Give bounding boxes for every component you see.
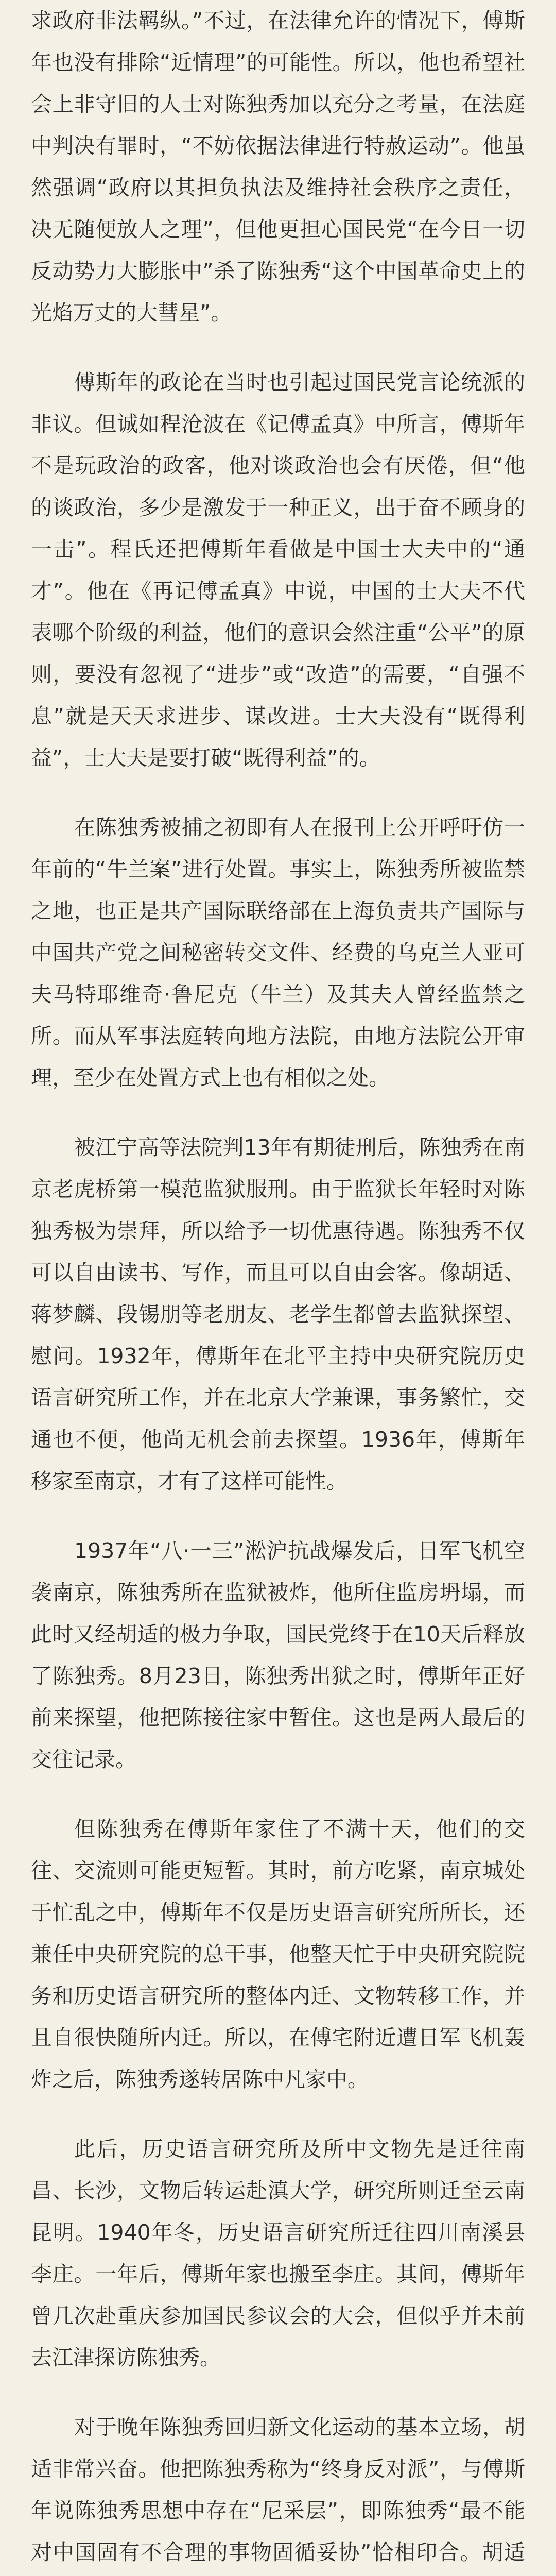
paragraph-6: 但陈独秀在傅斯年家住了不满十天，他们的交往、交流则可能更短暂。其时，前方吃紧，南京城处于忙乱之中，傅斯年不仅是历史语言研究所所长，还兼任中央研究院的总干事，他整天忙于中央研究院院务和历史语言研究所的整体内迁、文物转移工作，并且自很快随所内迁。所以，在傅宅附近遭日军飞机轰炸之后，陈独秀遂转居陈中凡家中。 [31,1817,525,2092]
paragraph-1: 求政府非法羁纵。”不过，在法律允许的情况下，傅斯年也没有排除“近情理”的可能性。所以，他也希望社会上非守旧的人士对陈独秀加以充分之考量，在法庭中判决有罪时，“不妨依据法律进行特赦运动”。他虽然强调“政府以其担负执法及维持社会秩序之责任，决无随便放人之理”，但他更担心国民党“在今日一切反动势力大膨胀中”杀了陈独秀“这个中国革命史上的光焰万丈的大彗星”。 [31,8,525,325]
paragraph-7: 此后，历史语言研究所及所中文物先是迁往南昌、长沙，文物后转运赴滇大学，研究所则迁至云南昆明。1940年冬，历史语言研究所迁往四川南溪县李庄。一年后，傅斯年家也搬至李庄。其间，傅斯年曾几次赴重庆参加国民参议会的大会，但似乎并未前去江津探访陈独秀。 [31,2137,525,2370]
paragraph-3: 在陈独秀被捕之初即有人在报刊上公开呼吁仿一年前的“牛兰案”进行处置。事实上，陈独秀所被监禁之地，也正是共产国际联络部在上海负责共产国际与中国共产党之间秘密转交文件、经费的乌克兰人亚可夫马特耶维奇·鲁尼克（牛兰）及其夫人曾经监禁之所。而从军事法庭转向地方法院，由地方法院公开审理，至少在处置方式上也有相似之处。 [31,815,525,1090]
paragraph-4: 被江宁高等法院判13年有期徒刑后，陈独秀在南京老虎桥第一模范监狱服刑。由于监狱长年轻时对陈独秀极为崇拜，所以给予一切优惠待遇。陈独秀不仅可以自由读书、写作，而且可以自由会客。像胡适、蒋梦麟、段锡朋等老朋友、老学生都曾去监狱探望、慰问。1932年，傅斯年在北平主持中央研究院历史语言研究所工作，并在北京大学兼课，事务繁忙，交通也不便，他尚无机会前去探望。1936年，傅斯年移家至南京，才有了这样可能性。 [31,1135,525,1494]
paragraph-8: 对于晚年陈独秀回归新文化运动的基本立场，胡适非常兴奋。他把陈独秀称为“终身反对派”，与傅斯年说陈独秀思想中存在“尼采层”，即陈独秀“最不能对中国固有不合理的事物固循妥协”恰相印合。胡适 [31,2415,525,2565]
paragraph-5: 1937年“八·一三”淞沪抗战爆发后，日军飞机空袭南京，陈独秀所在监狱被炸，他所住监房坍塌，而此时又经胡适的极力争取，国民党终于在10天后释放了陈独秀。8月23日，陈独秀出狱之时，傅斯年正好前来探望，他把陈接往家中暂住。这也是两人最后的交往记录。 [31,1538,525,1772]
paragraph-2: 傅斯年的政论在当时也引起过国民党言论统派的非议。但诚如程沧波在《记傅孟真》中所言，傅斯年不是玩政治的政客，他对谈政治也会有厌倦，但“他的谈政治，多少是激发于一种正义，出于奋不顾身的一击”。程氏还把傅斯年看做是中国士大夫中的“通才”。他在《再记傅孟真》中说，中国的士大夫不代表哪个阶级的利益，他们的意识会然注重“公平”的原则，要没有忽视了“进步”或“改造”的需要，“自强不息”就是天天求进步、谋改进。士大夫没有“既得利益”，士大夫是要打破“既得利益”的。 [31,370,525,770]
